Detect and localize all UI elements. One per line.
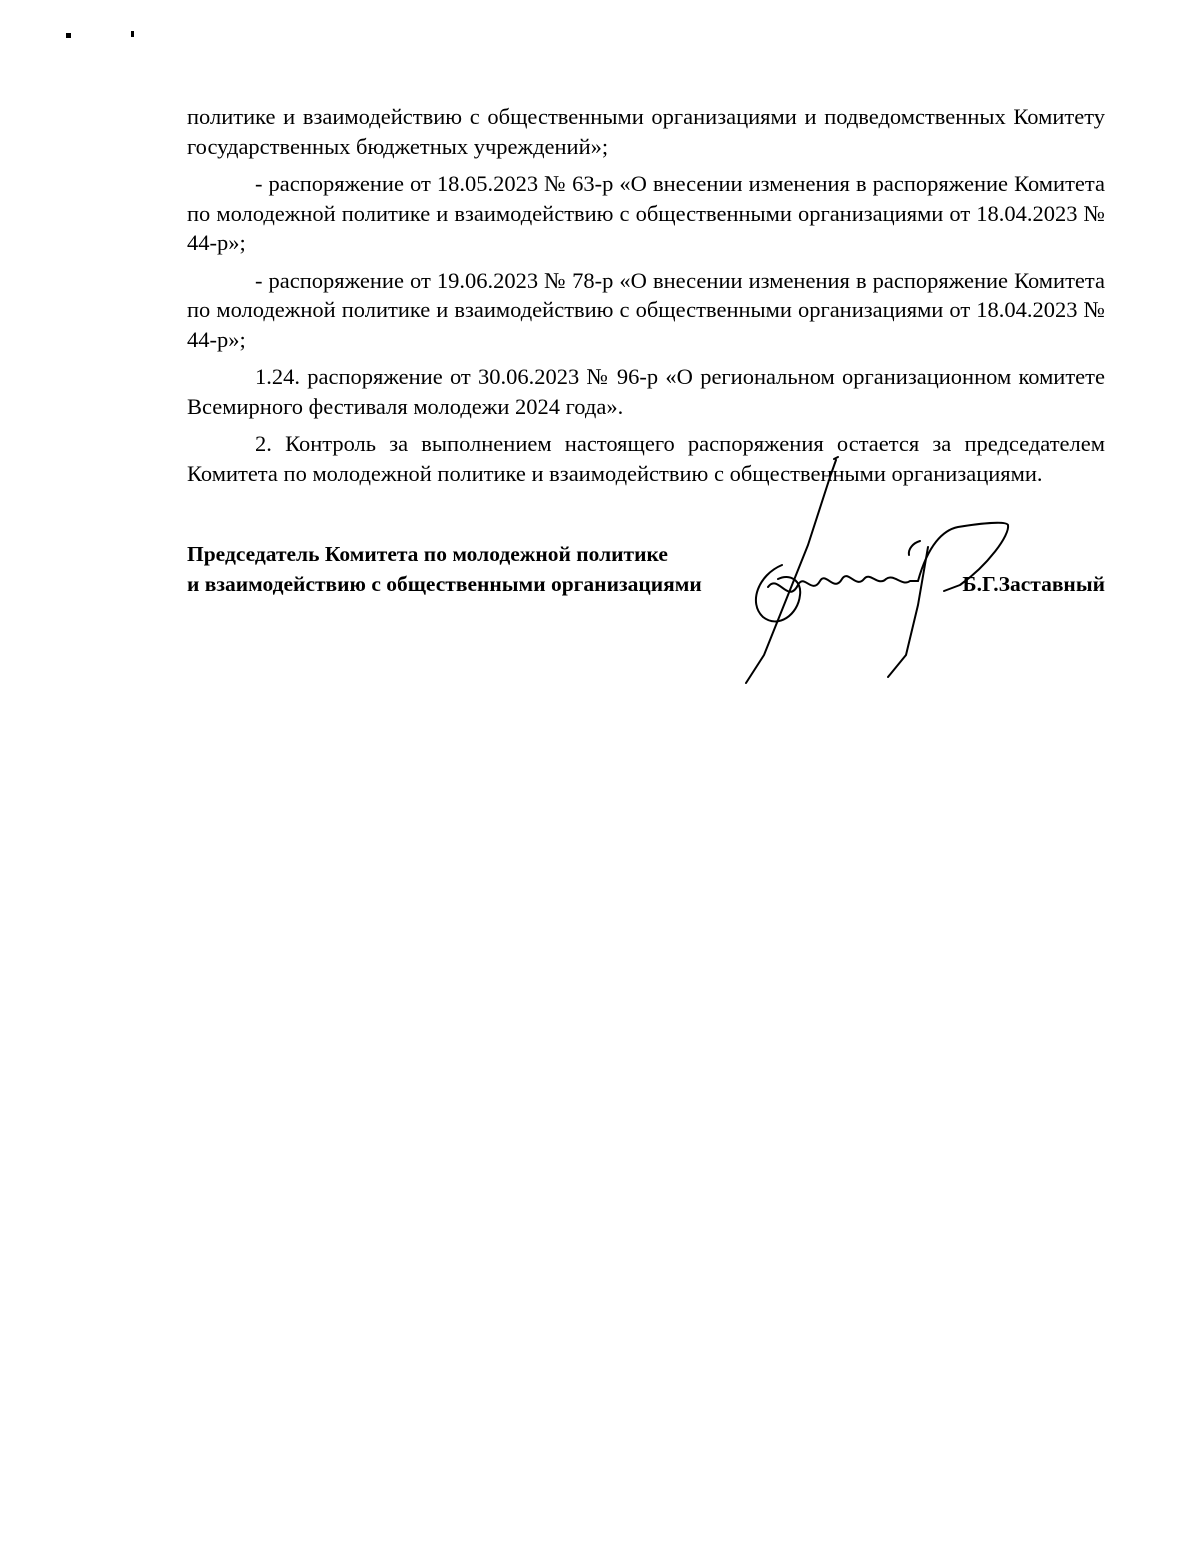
paragraph-order-63: - распоряжение от 18.05.2023 № 63-р «О внесении изменения в распоряжение Комитета по молодежной политике и взаимодействию с общественными организациями от 18.04.2023 № 44-р»; [187,171,1105,255]
paragraph-item-1-24: 1.24. распоряжение от 30.06.2023 № 96-р «О региональном организационном комитете Всемирного фестиваля молодежи 2024 года». [187,364,1105,419]
handwritten-signature [738,455,1028,685]
scan-artifact-dot [131,31,134,37]
scan-artifact-dot [66,33,71,38]
paragraph-item-2-control: 2. Контроль за выполнением настоящего распоряжения остается за председателем Комитета по молодежной политике и взаимодействию с общественными организациями. [187,431,1105,486]
signatory-position-line-1: Председатель Комитета по молодежной политике [187,542,668,566]
document-body [187,102,1105,488]
paragraph-continuation: политике и взаимодействию с общественными организациями и подведомственных Комитету государственных бюджетных учреждений»; [187,104,1105,159]
signatory-position-line-2: и взаимодействию с общественными организациями [187,572,702,596]
signatory-name: Б.Г.Заставный [962,572,1105,596]
paragraph-order-78: - распоряжение от 19.06.2023 № 78-р «О внесении изменения в распоряжение Комитета по молодежной политике и взаимодействию с общественными организациями от 18.04.2023 № 44-р»; [187,267,1105,352]
